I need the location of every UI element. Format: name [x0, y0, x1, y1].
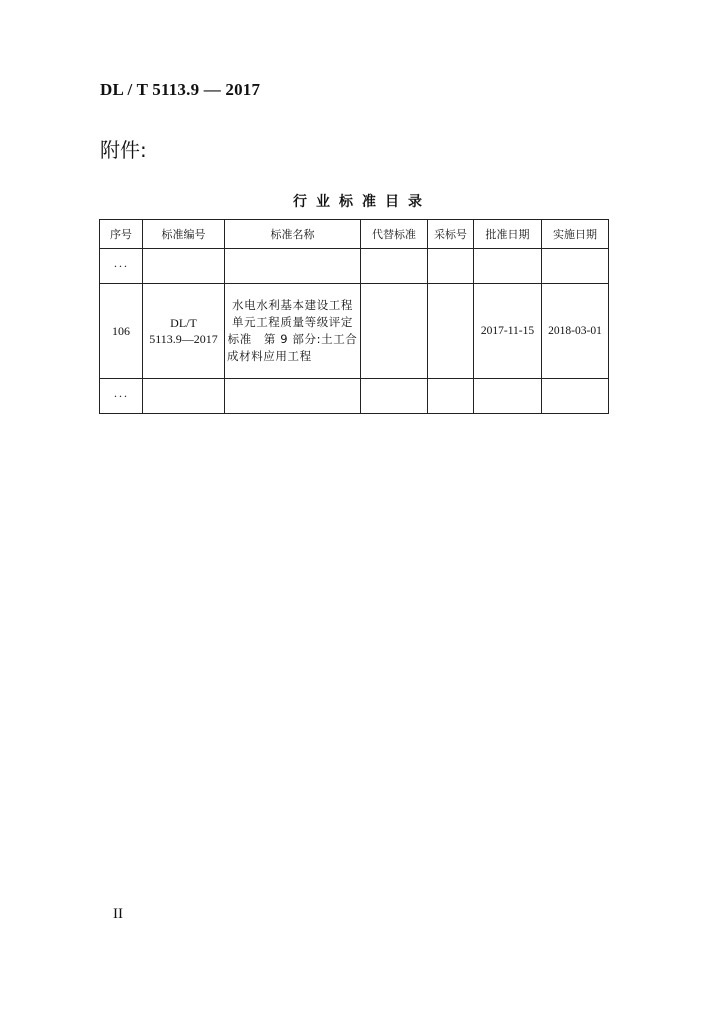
table-row	[100, 249, 609, 284]
standard-code-line: 5113.9—2017	[149, 332, 218, 346]
attachment-label: 附件:	[100, 138, 147, 162]
empty-cell	[225, 379, 361, 414]
replaced-standard-cell	[361, 284, 428, 379]
empty-cell	[361, 249, 428, 284]
column-header-adopted: 采标号	[428, 220, 474, 249]
empty-cell	[143, 249, 225, 284]
approval-date-cell: 2017-11-15	[474, 284, 542, 379]
column-header-code: 标准编号	[143, 220, 225, 249]
effective-date-cell: 2018-03-01	[542, 284, 609, 379]
standard-code-line: DL/T	[170, 316, 197, 330]
empty-cell	[143, 379, 225, 414]
column-header-replaced: 代替标准	[361, 220, 428, 249]
standard-name-cell: 水电水利基本建设工程单元工程质量等级评定标准 第 9 部分:土工合成材料应用工程	[225, 284, 361, 379]
ellipsis-cell: ···	[100, 249, 143, 284]
empty-cell	[428, 379, 474, 414]
empty-cell	[542, 379, 609, 414]
standard-code-cell	[143, 284, 225, 379]
document-code: DL / T 5113.9 — 2017	[100, 80, 261, 99]
table-title: 行业标准目录	[293, 194, 431, 210]
table-row	[100, 284, 609, 379]
adopted-standard-cell	[428, 284, 474, 379]
seq-cell: 106	[100, 284, 143, 379]
empty-cell	[428, 249, 474, 284]
column-header-effective-date: 实施日期	[542, 220, 609, 249]
column-header-seq: 序号	[100, 220, 143, 249]
column-header-approval-date: 批准日期	[474, 220, 542, 249]
empty-cell	[474, 379, 542, 414]
column-header-name: 标准名称	[225, 220, 361, 249]
page-number: II	[113, 906, 123, 922]
ellipsis-cell: ···	[100, 379, 143, 414]
empty-cell	[361, 379, 428, 414]
standards-catalog-table	[99, 219, 609, 414]
table-row	[100, 379, 609, 414]
empty-cell	[225, 249, 361, 284]
table-header-row	[100, 220, 609, 249]
empty-cell	[542, 249, 609, 284]
empty-cell	[474, 249, 542, 284]
